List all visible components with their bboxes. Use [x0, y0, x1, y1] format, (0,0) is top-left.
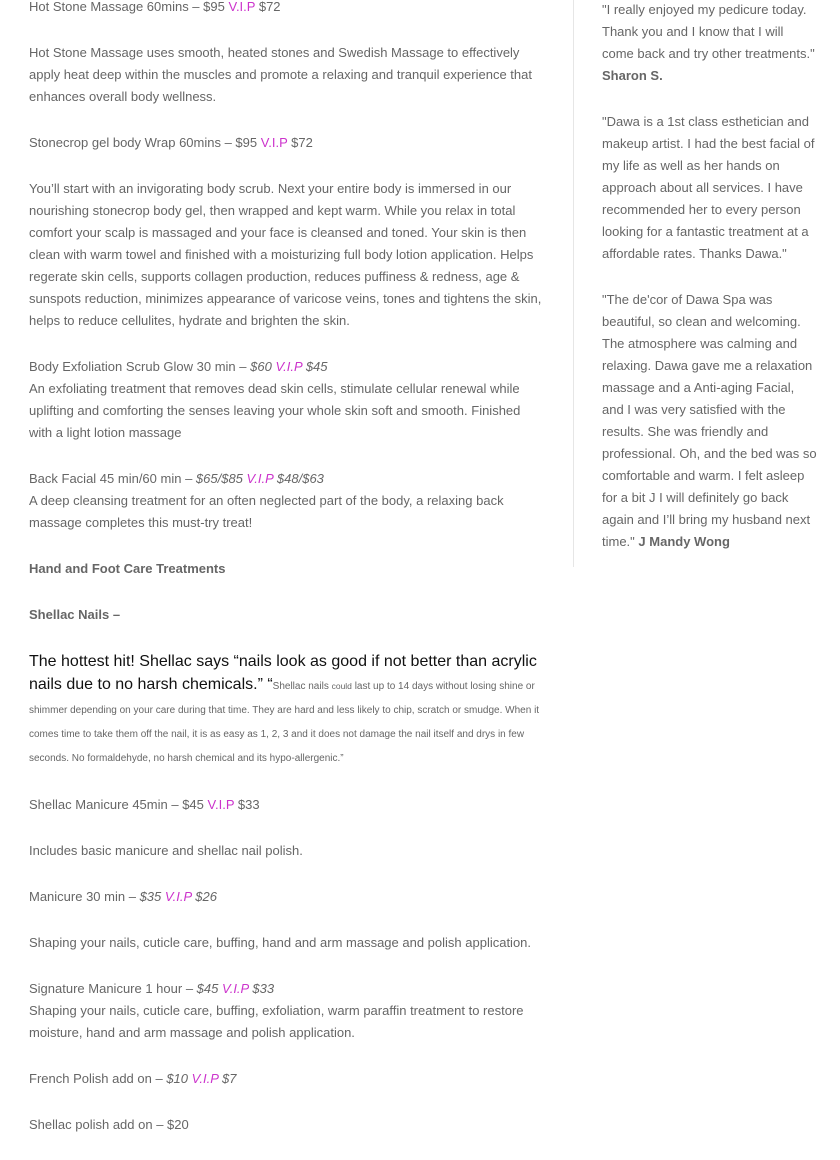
vip-label: V.I.P: [207, 797, 235, 812]
vip-label: V.I.P: [260, 135, 288, 150]
section-heading-shellac: Shellac Nails –: [29, 607, 121, 622]
vip-label: V.I.P: [275, 359, 303, 374]
service-description: Hot Stone Massage uses smooth, heated stones and Swedish Massage to effectively apply heat deep within the muscles and promote a relaxing and tranquil experience that enhances overall body wellness.: [29, 45, 532, 104]
shellac-intro: The hottest hit! Shellac says “nails look as good if not better than acrylic nails due to no harsh chemicals.” “Shellac nails could last up to 14 days without losing shine or shimmer depending on your care during that time. They are hard and less likely to chip, scratch or smudge. When it comes time to take them off the nail, it is as easy as 1, 2, 3 and it does not damage the nail itself and drys in few seconds. No formaldehyde, no harsh chemical and its hypo-allergenic.”: [29, 653, 540, 764]
section-heading-hand-foot: Hand and Foot Care Treatments: [29, 561, 226, 576]
testimonial: "I really enjoyed my pedicure today. Thank you and I know that I will come back and try other treatments." Sharon S.: [602, 2, 815, 83]
vip-label: V.I.P: [164, 889, 192, 904]
service-description: You’ll start with an invigorating body scrub. Next your entire body is immersed in our nourishing stonecrop body gel, then wrapped and kept warm. While you relax in total comfort your scalp is massaged and your face is cleansed and toned. Your skin is then clean with warm towel and finished with a moisturizing full body lotion application. Helps regerate skin cells, supports collagen production, reduces puffiness & redness, age & sunspots reduction, minimizes appearance of varicose veins, tones and tightens the skin, helps to reduce cellulites, hydrate and brighten the skin.: [29, 181, 542, 328]
services-content: [29, 0, 544, 1160]
service-hot-stone: Hot Stone Massage 60mins – $95 V.I.P $72: [29, 0, 281, 14]
service-manicure: Manicure 30 min – $35 V.I.P $26: [29, 889, 217, 904]
service-signature-manicure: Signature Manicure 1 hour – $45 V.I.P $33 Shaping your nails, cuticle care, buffing, exfoliation, warm paraffin treatment to restore moisture, hand and arm massage and polish application.: [29, 981, 524, 1040]
testimonial: "The de'cor of Dawa Spa was beautiful, so clean and welcoming. The atmosphere was calming and relaxing. Dawa gave me a relaxation massage and a Anti-aging Facial, and I was very satisfied with the results. She was friendly and professional. Oh, and the bed was so comfortable and warm. I felt asleep for a bit J I will definitely go back again and I’ll bring my husband next time." J Mandy Wong: [602, 292, 817, 549]
service-shellac-manicure: Shellac Manicure 45min – $45 V.I.P $33: [29, 797, 260, 812]
service-description: An exfoliating treatment that removes dead skin cells, stimulate cellular renewal while uplifting and comforting the senses leaving your whole skin soft and smooth. Finished with a light lotion massage: [29, 381, 521, 440]
service-description: Includes basic manicure and shellac nail polish.: [29, 843, 303, 858]
testimonials-sidebar: [573, 0, 816, 567]
service-shellac-addon: Shellac polish add on – $20: [29, 1117, 189, 1132]
service-back-facial: Back Facial 45 min/60 min – $65/$85 V.I.P $48/$63 A deep cleansing treatment for an often neglected part of the body, a relaxing back massage completes this must-try treat!: [29, 471, 504, 530]
testimonial-author: Sharon S.: [602, 68, 663, 83]
testimonial-author: J Mandy Wong: [638, 534, 730, 549]
service-description: Shaping your nails, cuticle care, buffing, hand and arm massage and polish application.: [29, 935, 532, 950]
service-stonecrop: Stonecrop gel body Wrap 60mins – $95 V.I.P $72: [29, 135, 313, 150]
service-exfoliation: Body Exfoliation Scrub Glow 30 min – $60 V.I.P $45 An exfoliating treatment that removes dead skin cells, stimulate cellular renewal while uplifting and comforting the senses leaving your whole skin soft and smooth. Finished with a light lotion massage: [29, 359, 521, 440]
vip-label: V.I.P: [228, 0, 256, 14]
vip-label: V.I.P: [191, 1071, 219, 1086]
testimonial: "Dawa is a 1st class esthetician and makeup artist. I had the best facial of my life as well as her hands on approach about all services. I have recommended her to every person looking for a fantastic treatment at a affordable rates. Thanks Dawa.": [602, 114, 815, 261]
service-description: A deep cleansing treatment for an often neglected part of the body, a relaxing back massage completes this must-try treat!: [29, 493, 504, 530]
vip-label: V.I.P: [222, 981, 249, 996]
service-description: Shaping your nails, cuticle care, buffing, exfoliation, warm paraffin treatment to restore moisture, hand and arm massage and polish application.: [29, 1003, 524, 1040]
service-french-polish: French Polish add on – $10 V.I.P $7: [29, 1071, 237, 1086]
vip-label: V.I.P: [246, 471, 274, 486]
